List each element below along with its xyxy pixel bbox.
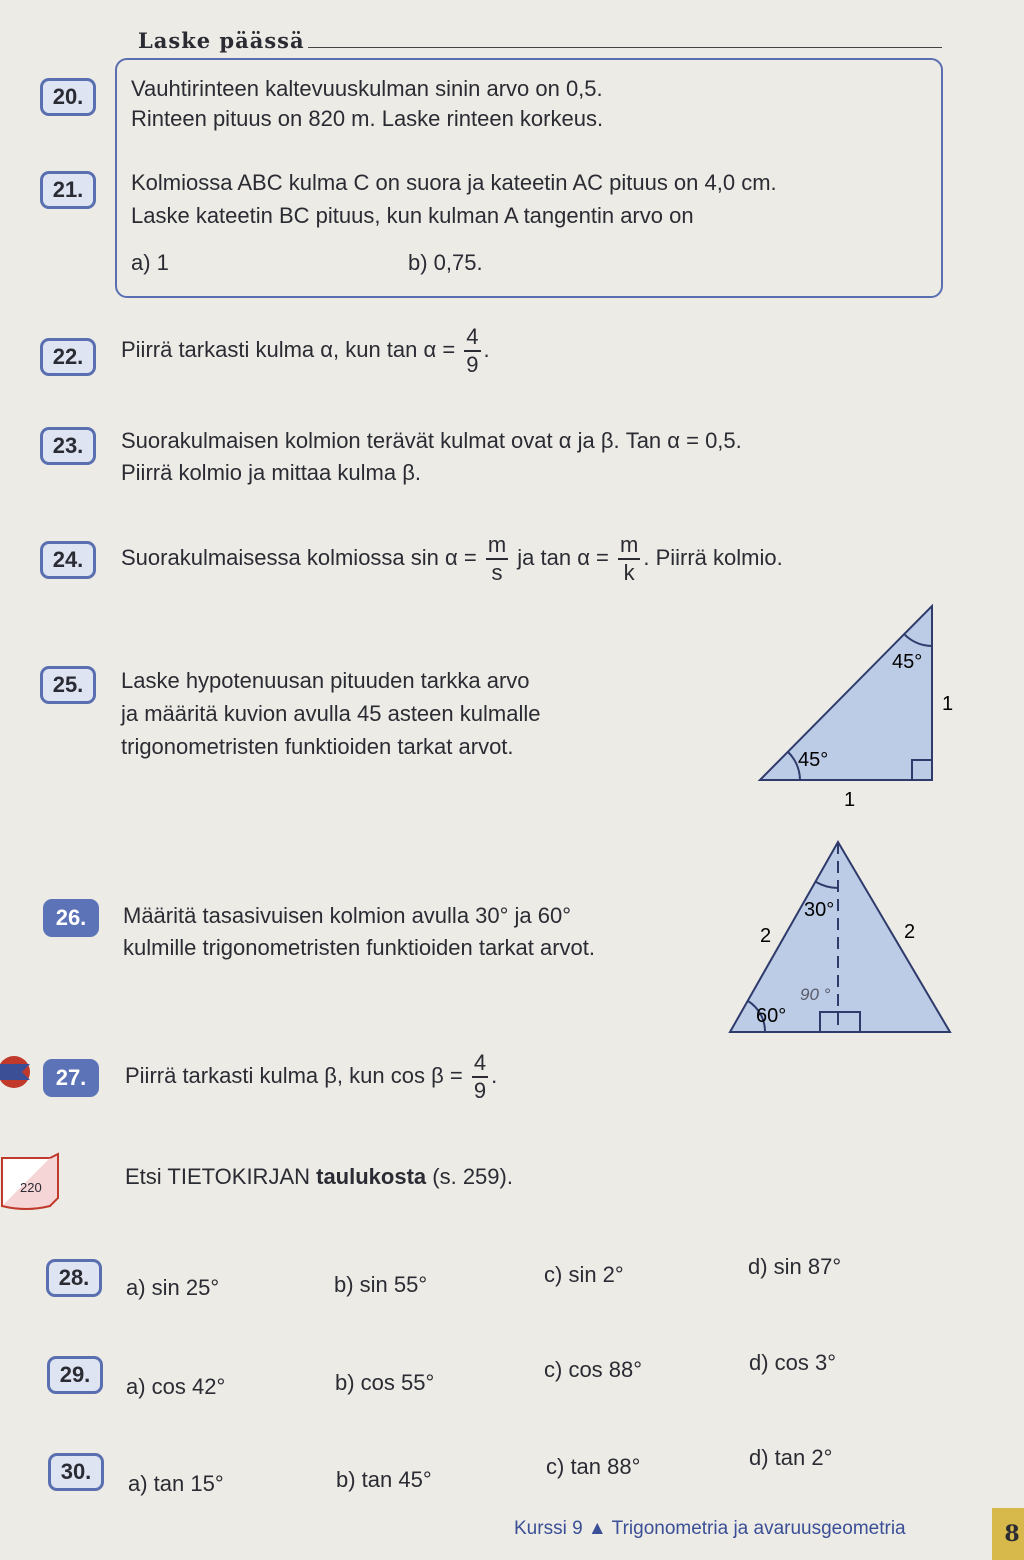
- book-reference-pre: Etsi TIETOKIRJAN: [125, 1164, 317, 1189]
- fraction-denominator: 9: [466, 352, 479, 378]
- page-footer: [514, 1518, 906, 1540]
- fraction-denominator: s: [491, 560, 503, 586]
- book-reference-text: [125, 1160, 513, 1193]
- exercise-24-fraction-tan: [618, 532, 640, 586]
- title-rule: [308, 47, 942, 48]
- book-reference-post: (s. 259).: [426, 1164, 513, 1189]
- footer-course: Kurssi 9: [514, 1518, 583, 1539]
- label-side-right: 2: [904, 921, 916, 943]
- exercise-25-line1: Laske hypotenuusan pituuden tarkka arvo: [121, 668, 530, 693]
- fraction-denominator: 9: [473, 1078, 487, 1104]
- label-angle-top: 45°: [892, 651, 923, 673]
- label-side-left: 2: [760, 925, 772, 947]
- exercise-29-number: 29.: [47, 1356, 103, 1394]
- exercise-23-line1: Suorakulmaisen kolmion terävät kulmat ovat α ja β. Tan α = 0,5.: [121, 428, 742, 453]
- exercise-26-number: 26.: [43, 899, 99, 937]
- equilateral-triangle-figure: [720, 830, 970, 1045]
- exercise-29-b: b) cos 55°: [335, 1370, 435, 1395]
- handwritten-90-note: 90 °: [800, 985, 831, 1004]
- exercise-27-fraction: [472, 1050, 488, 1104]
- exercise-27-text-line: [125, 1048, 497, 1104]
- exercise-25-line2: ja määritä kuvion avulla 45 asteen kulmalle: [121, 701, 541, 726]
- exercise-20-number: 20.: [40, 78, 96, 116]
- exercise-30-c: c) tan 88°: [546, 1454, 641, 1479]
- exercise-23-line2: Piirrä kolmio ja mittaa kulma β.: [121, 460, 421, 485]
- fraction-numerator: m: [618, 532, 640, 560]
- exercise-24-text-line: [121, 530, 783, 586]
- exercise-29-a: a) cos 42°: [126, 1374, 226, 1399]
- label-side-right: 1: [942, 693, 954, 715]
- exercise-21-line1: Kolmiossa ABC kulma C on suora ja kateetin AC pituus on 4,0 cm.: [131, 170, 777, 195]
- exercise-30-d: d) tan 2°: [749, 1445, 833, 1470]
- exercise-22-text: Piirrä tarkasti kulma α, kun tan α =: [121, 337, 456, 362]
- exercise-22-text-line: [121, 322, 490, 378]
- label-angle-bottom: 60°: [756, 1005, 787, 1027]
- exercise-28-number: 28.: [46, 1259, 102, 1297]
- exercise-24-text3: . Piirrä kolmio.: [643, 545, 783, 570]
- book-icon: [0, 1150, 64, 1216]
- exercise-24-number: 24.: [40, 541, 96, 579]
- exercise-24-text2: ja tan α =: [517, 545, 609, 570]
- exercise-30-b: b) tan 45°: [336, 1467, 432, 1492]
- bookmark-ribbon-icon: [0, 1040, 44, 1100]
- label-side-bottom: 1: [844, 789, 856, 810]
- label-angle-top: 30°: [804, 899, 835, 921]
- exercise-30-number: 30.: [48, 1453, 104, 1491]
- exercise-28-c: c) sin 2°: [544, 1262, 624, 1287]
- exercise-26-line1: Määritä tasasivuisen kolmion avulla 30° ja 60°: [123, 903, 572, 928]
- exercise-30-a: a) tan 15°: [128, 1471, 224, 1496]
- exercise-21-number: 21.: [40, 171, 96, 209]
- exercise-20-line1: Vauhtirinteen kaltevuuskulman sinin arvo on 0,5.: [131, 76, 603, 101]
- exercise-28-a: a) sin 25°: [126, 1275, 220, 1300]
- exercise-28-b: b) sin 55°: [334, 1272, 428, 1297]
- exercise-24-fraction-sin: [486, 532, 508, 586]
- exercise-27-number: 27.: [43, 1059, 99, 1097]
- label-angle-bottom: 45°: [798, 749, 829, 771]
- footer-title: Trigonometria ja avaruusgeometria: [611, 1518, 906, 1539]
- fraction-denominator: k: [623, 560, 635, 586]
- fraction-numerator: 4: [472, 1050, 488, 1078]
- exercise-20-line2: Rinteen pituus on 820 m. Laske rinteen korkeus.: [131, 106, 604, 131]
- book-reference-bold: taulukosta: [316, 1164, 427, 1189]
- exercise-28-d: d) sin 87°: [748, 1254, 842, 1279]
- section-title: Laske päässä: [138, 28, 305, 53]
- exercise-23-number: 23.: [40, 427, 96, 465]
- right-isosceles-triangle-figure: [740, 590, 960, 810]
- fraction-numerator: m: [486, 532, 508, 560]
- exercise-26-line2: kulmille trigonometristen funktioiden tarkat arvot.: [123, 935, 595, 960]
- exercise-27-period: .: [491, 1063, 498, 1088]
- page-number-tab: 8: [992, 1508, 1024, 1560]
- exercise-25-line3: trigonometristen funktioiden tarkat arvot.: [121, 734, 514, 759]
- exercise-22-period: .: [483, 337, 490, 362]
- exercise-21-option-a: a) 1: [131, 250, 169, 275]
- exercise-27-text: Piirrä tarkasti kulma β, kun cos β =: [125, 1063, 463, 1088]
- exercise-21-line2: Laske kateetin BC pituus, kun kulman A tangentin arvo on: [131, 203, 694, 228]
- triangle-45-45-90: [760, 606, 932, 780]
- fraction-numerator: 4: [464, 324, 480, 352]
- exercise-24-text1: Suorakulmaisessa kolmiossa sin α =: [121, 545, 477, 570]
- exercise-22-fraction: [464, 324, 480, 378]
- exercise-22-number: 22.: [40, 338, 96, 376]
- exercise-21-option-b: b) 0,75.: [408, 250, 483, 275]
- exercise-29-d: d) cos 3°: [749, 1350, 837, 1375]
- book-page-number: 220: [20, 1180, 42, 1195]
- exercise-25-number: 25.: [40, 666, 96, 704]
- exercise-29-c: c) cos 88°: [544, 1357, 643, 1382]
- footer-triangle-icon: ▲: [587, 1518, 607, 1539]
